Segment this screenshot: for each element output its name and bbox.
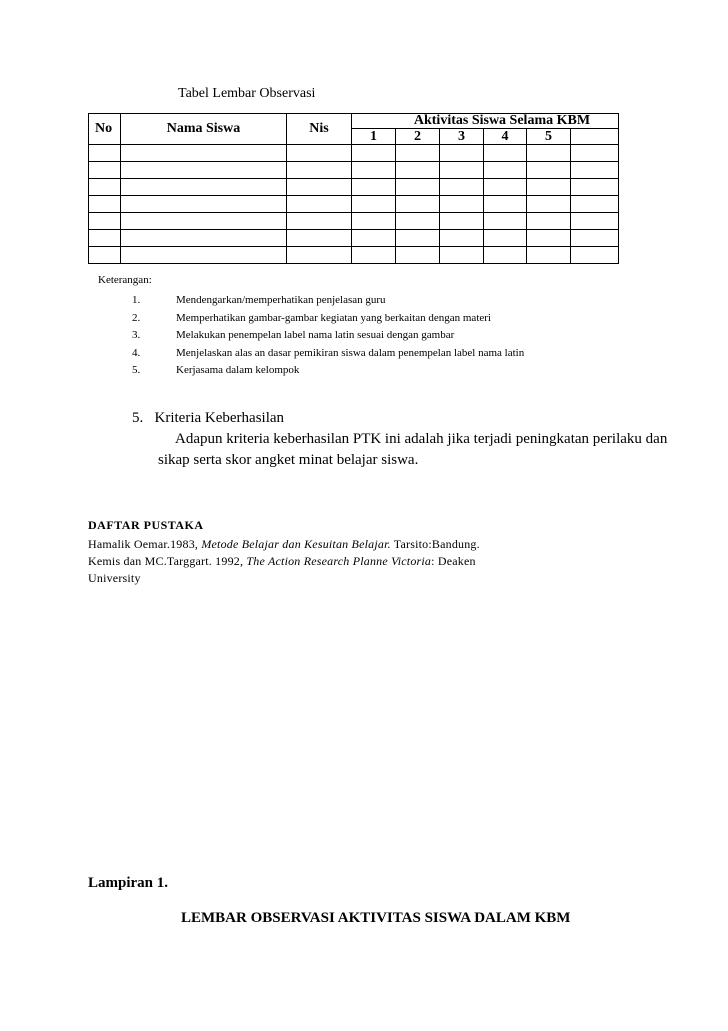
kriteria-paragraph-line2: sikap serta skor angket minat belajar siswa. <box>158 452 419 468</box>
kriteria-paragraph-line1: Adapun kriteria keberhasilan PTK ini adalah jika terjadi peningkatan perilaku dan <box>175 431 668 447</box>
table-cell <box>527 162 571 179</box>
table-cell <box>440 213 484 230</box>
table-cell <box>484 213 527 230</box>
observation-table <box>88 113 619 264</box>
list-item-text: Memperhatikan gambar-gambar kegiatan yang berkaitan dengan materi <box>176 311 491 324</box>
table-cell <box>352 247 396 264</box>
table-cell <box>484 247 527 264</box>
table-cell <box>440 196 484 213</box>
reference-1-publisher: Tarsito:Bandung. <box>390 537 480 551</box>
table-row <box>89 179 619 196</box>
table-row <box>89 230 619 247</box>
list-item-text: Mendengarkan/memperhatikan penjelasan guru <box>176 294 386 306</box>
table-cell <box>396 213 440 230</box>
table-cell <box>352 230 396 247</box>
list-item <box>132 345 524 363</box>
table-cell <box>396 162 440 179</box>
list-item-number: 1. <box>132 294 141 306</box>
list-item <box>132 310 524 328</box>
reference-1-title: Metode Belajar dan Kesuitan Belajar. <box>201 537 391 551</box>
list-item-text: Menjelaskan alas an dasar pemikiran siswa dalam penempelan label nama latin <box>176 346 525 359</box>
table-cell <box>352 179 396 196</box>
table-cell <box>527 145 571 162</box>
table-cell <box>396 196 440 213</box>
table-cell <box>89 230 121 247</box>
table-cell <box>287 213 352 230</box>
table-cell <box>89 145 121 162</box>
table-cell <box>121 213 287 230</box>
reference-2 <box>88 554 476 569</box>
table-cell <box>287 196 352 213</box>
table-cell <box>287 162 352 179</box>
table-cell <box>484 145 527 162</box>
reference-1 <box>88 537 480 552</box>
table-cell <box>121 247 287 264</box>
table-cell <box>89 213 121 230</box>
header-activity-2: 2 <box>396 129 440 145</box>
list-item-number: 3. <box>132 329 141 341</box>
table-cell <box>121 196 287 213</box>
table-row <box>89 247 619 264</box>
list-item-number: 4. <box>132 346 141 359</box>
reference-2-author: Kemis dan MC.Targgart. 1992, <box>88 554 247 568</box>
table-cell <box>571 162 619 179</box>
table-row <box>89 145 619 162</box>
list-item-text: Kerjasama dalam kelompok <box>176 364 300 376</box>
table-cell <box>527 247 571 264</box>
table-cell <box>121 145 287 162</box>
keterangan-list <box>132 292 524 380</box>
header-aktivitas: Aktivitas Siswa Selama KBM <box>352 114 619 129</box>
table-cell <box>89 162 121 179</box>
list-item-number: 2. <box>132 311 141 324</box>
table-cell <box>571 247 619 264</box>
kriteria-heading: 5. Kriteria Keberhasilan <box>132 410 285 426</box>
table-row <box>89 162 619 179</box>
table-cell <box>287 179 352 196</box>
table-cell <box>396 247 440 264</box>
table-cell <box>396 230 440 247</box>
table-cell <box>484 196 527 213</box>
table-cell <box>571 230 619 247</box>
header-activity-blank <box>571 129 619 145</box>
table-cell <box>121 179 287 196</box>
table-cell <box>440 230 484 247</box>
list-item <box>132 327 524 345</box>
table-cell <box>571 196 619 213</box>
list-item-text: Melakukan penempelan label nama latin sesuai dengan gambar <box>176 329 455 341</box>
table-cell <box>440 145 484 162</box>
table-cell <box>571 179 619 196</box>
table-cell <box>396 179 440 196</box>
header-nama-siswa: Nama Siswa <box>121 114 287 145</box>
table-cell <box>440 247 484 264</box>
table-cell <box>571 145 619 162</box>
table-cell <box>484 179 527 196</box>
reference-2-continued: University <box>88 571 141 585</box>
reference-2-title: The Action Research Planne Victoria <box>246 554 432 568</box>
table-cell <box>527 196 571 213</box>
table-cell <box>287 247 352 264</box>
list-item <box>132 292 524 310</box>
table-caption: Tabel Lembar Observasi <box>178 86 316 101</box>
reference-1-author: Hamalik Oemar.1983, <box>88 537 202 551</box>
daftar-pustaka-heading: DAFTAR PUSTAKA <box>88 518 204 532</box>
table-row <box>89 196 619 213</box>
table-cell <box>287 145 352 162</box>
table-cell <box>527 230 571 247</box>
lembar-observasi-title: LEMBAR OBSERVASI AKTIVITAS SISWA DALAM KBM <box>181 910 571 926</box>
table-cell <box>440 179 484 196</box>
table-cell <box>89 196 121 213</box>
table-cell <box>287 230 352 247</box>
list-item <box>132 362 524 380</box>
lampiran-heading: Lampiran 1. <box>88 875 169 891</box>
table-cell <box>484 162 527 179</box>
table-cell <box>352 213 396 230</box>
header-activity-4: 4 <box>484 129 527 145</box>
table-cell <box>121 162 287 179</box>
header-nis: Nis <box>287 114 352 145</box>
table-row <box>89 213 619 230</box>
header-no: No <box>89 114 121 145</box>
reference-2-publisher: : Deaken <box>431 554 476 568</box>
list-item-number: 5. <box>132 364 141 376</box>
table-cell <box>352 196 396 213</box>
table-cell <box>352 145 396 162</box>
table-cell <box>121 230 287 247</box>
table-cell <box>352 162 396 179</box>
keterangan-label: Keterangan: <box>98 274 152 286</box>
header-activity-1: 1 <box>352 129 396 145</box>
table-cell <box>484 230 527 247</box>
table-cell <box>527 179 571 196</box>
table-cell <box>527 213 571 230</box>
header-activity-3: 3 <box>440 129 484 145</box>
table-cell <box>89 179 121 196</box>
header-activity-5: 5 <box>527 129 571 145</box>
table-cell <box>396 145 440 162</box>
table-cell <box>89 247 121 264</box>
table-cell <box>571 213 619 230</box>
table-cell <box>440 162 484 179</box>
